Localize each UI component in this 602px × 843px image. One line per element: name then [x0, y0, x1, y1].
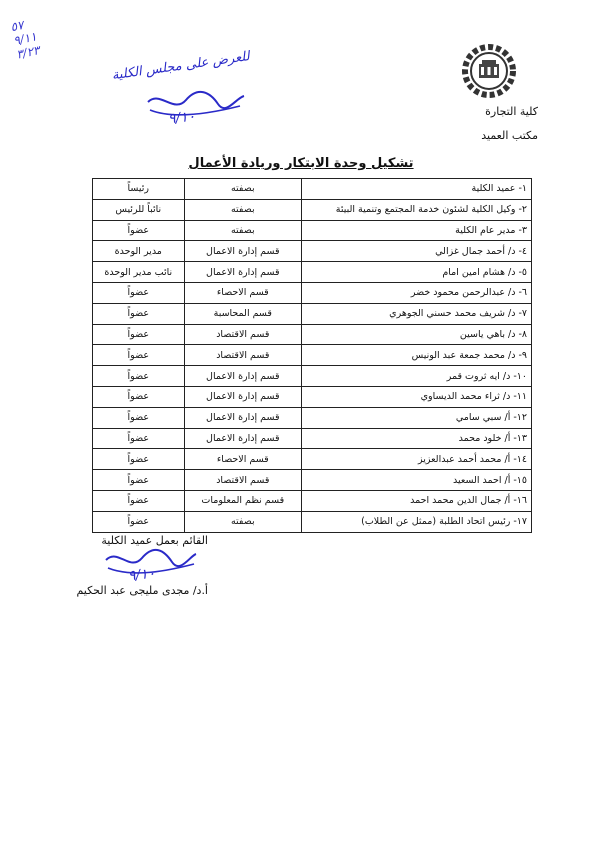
member-role: مدير الوحدة [93, 241, 185, 262]
corner-note-line: ٥٧ [9, 17, 25, 35]
member-department: بصفته [184, 220, 301, 241]
faculty-name: كلية التجارة [485, 105, 538, 118]
member-name: ١١- د/ ثراء محمد الديساوي [302, 386, 532, 407]
member-role: عضواً [93, 303, 185, 324]
member-role: عضواً [93, 345, 185, 366]
member-department: قسم نظم المعلومات [184, 490, 301, 511]
table-row [93, 386, 532, 407]
page-title: تشكيل وحدة الابتكار وريادة الأعمال [188, 156, 414, 171]
member-department: قسم إدارة الاعمال [184, 262, 301, 283]
member-name: ١٤- أ/ محمد أحمد عبدالعزيز [302, 449, 532, 470]
table-row [93, 490, 532, 511]
table-row [93, 303, 532, 324]
member-department: قسم الاقتصاد [184, 324, 301, 345]
member-department: قسم إدارة الاعمال [184, 366, 301, 387]
member-department: قسم إدارة الاعمال [184, 386, 301, 407]
member-role: عضواً [93, 490, 185, 511]
member-name: ٣- مدير عام الكلية [302, 220, 532, 241]
table-row [93, 428, 532, 449]
table-row [93, 179, 532, 200]
member-department: بصفته [184, 199, 301, 220]
member-department: قسم إدارة الاعمال [184, 241, 301, 262]
member-department: قسم الاقتصاد [184, 345, 301, 366]
member-role: عضواً [93, 407, 185, 428]
table-row [93, 241, 532, 262]
corner-note-line: ٩/١١ [12, 29, 38, 48]
member-name: ١٧- رئيس اتحاد الطلبة (ممثل عن الطلاب) [302, 511, 532, 532]
table-row [93, 470, 532, 491]
member-role: عضواً [93, 511, 185, 532]
table-row [93, 282, 532, 303]
handwritten-date-bottom: ٩/١٠ [127, 565, 157, 585]
member-name: ٦- د/ عبدالرحمن محمود خضر [302, 282, 532, 303]
table-row [93, 262, 532, 283]
member-role: نائباً للرئيس [93, 199, 185, 220]
university-gear-logo [458, 40, 520, 102]
member-role: نائب مدير الوحدة [93, 262, 185, 283]
member-department: قسم إدارة الاعمال [184, 407, 301, 428]
member-name: ١- عميد الكلية [302, 179, 532, 200]
member-role: عضواً [93, 428, 185, 449]
member-name: ١٦- أ/ جمال الدين محمد احمد [302, 490, 532, 511]
member-role: عضواً [93, 282, 185, 303]
member-name: ٤- د/ أحمد جمال غزالي [302, 241, 532, 262]
members-table [92, 178, 532, 533]
table-row [93, 366, 532, 387]
member-role: عضواً [93, 470, 185, 491]
handwritten-referral: للعرض على مجلس الكلية [110, 49, 251, 84]
member-role: عضواً [93, 386, 185, 407]
member-role: رئيساً [93, 179, 185, 200]
member-name: ٩- د/ محمد جمعة عبد الونيس [302, 345, 532, 366]
handwritten-corner-note [9, 9, 77, 72]
member-name: ٥- د/ هشام امين امام [302, 262, 532, 283]
corner-note-line: ٣/٢٣ [15, 43, 41, 62]
member-role: عضواً [93, 449, 185, 470]
member-name: ٢- وكيل الكلية لشئون خدمة المجتمع وتنمية البيئة [302, 199, 532, 220]
table-row [93, 324, 532, 345]
member-department: قسم الاحصاء [184, 282, 301, 303]
member-department: بصفته [184, 511, 301, 532]
office-name: مكتب العميد [481, 129, 538, 142]
member-name: ١٢- أ/ سبي سامي [302, 407, 532, 428]
member-role: عضواً [93, 366, 185, 387]
member-name: ١٠- د/ ايه ثروت قمر [302, 366, 532, 387]
table-row [93, 449, 532, 470]
member-name: ٧- د/ شريف محمد حسني الجوهري [302, 303, 532, 324]
member-department: قسم الاحصاء [184, 449, 301, 470]
member-department: قسم الاقتصاد [184, 470, 301, 491]
member-name: ٨- د/ باهي ياسين [302, 324, 532, 345]
member-name: ١٥- أ/ احمد السعيد [302, 470, 532, 491]
signer-name: أ.د/ مجدى مليجى عبد الحكيم [76, 584, 208, 597]
member-role: عضواً [93, 220, 185, 241]
acting-dean-label: القائم بعمل عميد الكلية [101, 534, 208, 547]
table-row [93, 199, 532, 220]
member-role: عضواً [93, 324, 185, 345]
member-name: ١٣- أ/ خلود محمد [302, 428, 532, 449]
table-row [93, 407, 532, 428]
org-header [481, 100, 538, 148]
table-row [93, 345, 532, 366]
member-department: قسم إدارة الاعمال [184, 428, 301, 449]
member-department: بصفته [184, 179, 301, 200]
member-department: قسم المحاسبة [184, 303, 301, 324]
table-row [93, 220, 532, 241]
handwritten-date-top: ٩/١٠ [167, 108, 197, 128]
table-row [93, 511, 532, 532]
